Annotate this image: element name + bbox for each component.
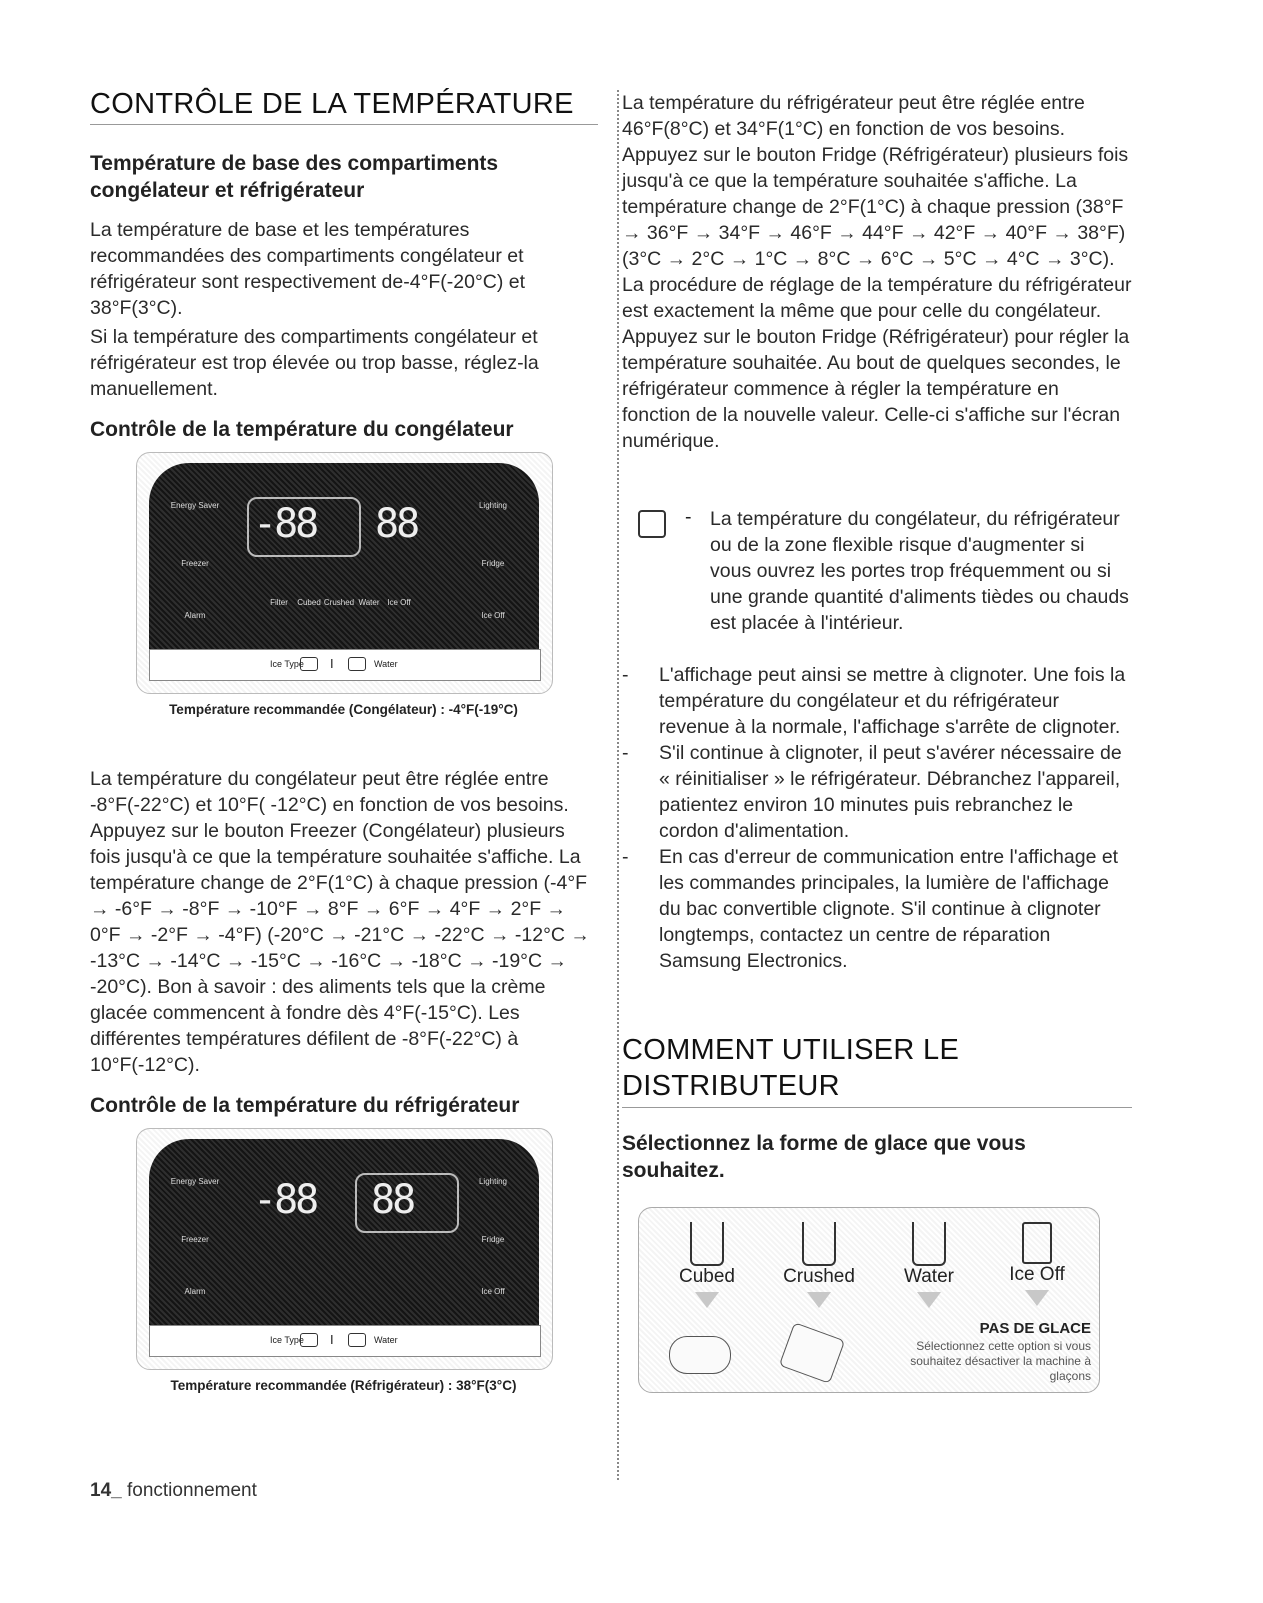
cubed-label: Cubed — [297, 598, 321, 607]
water-bar-label: Water — [374, 1335, 398, 1345]
arrow-down-icon — [1025, 1290, 1049, 1306]
ice-type-bar — [149, 1325, 541, 1357]
freezer-label: Freezer — [181, 1235, 209, 1244]
no-ice-title: PAS DE GLACE — [979, 1320, 1091, 1337]
heading-fridge-control: Contrôle de la température du réfrigérateur — [90, 1094, 520, 1117]
ice-cubes-image — [669, 1336, 731, 1374]
cubed-option-label: Cubed — [679, 1266, 735, 1287]
list-item: - En cas d'erreur de communication entre l'affichage et les commandes principales, la lumière de l'affichage du bac convertible clignote. S'il continue à clignoter longtemps, contactez un centre de réparation Samsung Electronics. — [622, 846, 1119, 972]
page-footer — [90, 1480, 257, 1502]
ice-type-button-icon — [300, 1333, 318, 1347]
freezer-temp-display: -88 — [253, 501, 317, 547]
column-divider — [617, 90, 619, 1480]
crushed-label: Crushed — [323, 598, 355, 607]
ice-off-small-label: Ice Off — [387, 598, 411, 607]
lighting-label: Lighting — [478, 501, 508, 510]
ice-off-option-label: Ice Off — [1009, 1264, 1065, 1285]
paragraph-base-temperature: La température de base et les températures recommandées des compartiments congélateur et réfrigérateur sont respectivement de-4°F(-20°C) et 38°F(3°C). — [90, 219, 526, 319]
arrow-down-icon — [695, 1292, 719, 1308]
freezer-label: Freezer — [181, 559, 209, 568]
ice-off-label: Ice Off — [481, 611, 505, 620]
page-number: 14_ — [90, 1480, 122, 1501]
fridge-label: Fridge — [481, 559, 505, 568]
arrow-down-icon — [917, 1292, 941, 1308]
freezer-temp-display: -88 — [253, 1177, 317, 1223]
note-icon — [638, 510, 666, 538]
no-ice-description: Sélectionnez cette option si vous souhaitez désactiver la machine à glaçons — [910, 1339, 1091, 1383]
paragraph-freezer-control: La température du congélateur peut être réglée entre -8°F(-22°C) et 10°F( -12°C) en fonction de vos besoins. Appuyez sur le bouton Freezer (Congélateur) plusieurs fois jusqu'à ce que la température souhaitée s'affiche. La température change de 2°F(1°C) à chaque pression (-4°F → -6°F → -8°F → -10°F → 8°F → 6°F → 4°F → 2°F → 0°F → -2°F → -4°F) (-20°C → -21°C → -22°C → -12°C → -13°C → -14°C → -15°C → -16°C → -18°C → -19°C → -20°C). Bon à savoir : des aliments tels que la crème glacée commencent à fondre dès 4°F(-15°C). Les différentes températures défilent de -8°F(-22°C) à 10°F(-12°C). — [90, 768, 590, 1076]
list-item: - S'il continue à clignoter, il peut s'avérer nécessaire de « réinitialiser » le réfrigérateur. Débranchez l'appareil, patientez environ 10 minutes puis rebranchez le cordon d'alimentation. — [622, 742, 1122, 842]
list-item: - L'affichage peut ainsi se mettre à clignoter. Une fois la température du congélateur et du réfrigérateur revenue à la normale, l'affichage s'arrête de clignoter. — [622, 664, 1126, 738]
ice-type-label: Ice Type — [270, 659, 304, 669]
note-text: La température du congélateur, du réfrigérateur ou de la zone flexible risque d'augmenter si vous ouvrez les portes trop fréquemment ou si une grande quantité d'aliments tièdes ou chauds est placée à l'intérieur. — [710, 508, 1129, 634]
water-button-icon — [348, 1333, 366, 1347]
lighting-label: Lighting — [478, 1177, 508, 1186]
freezer-panel-illustration — [136, 452, 553, 694]
fridge-temp-display: 88 — [375, 501, 418, 547]
cubed-option — [657, 1222, 757, 1308]
section-title-dispenser-wrap — [622, 1032, 1132, 1108]
filter-label: Filter — [270, 598, 288, 607]
alarm-label: Alarm — [184, 1287, 206, 1296]
ice-type-button-icon — [300, 657, 318, 671]
ice-off-icon — [1022, 1222, 1052, 1264]
crushed-option-label: Crushed — [783, 1266, 855, 1287]
heading-base-temperature: Température de base des compartiments congélateur et réfrigérateur — [90, 152, 499, 202]
fridge-label: Fridge — [481, 1235, 505, 1244]
water-bar-label: Water — [374, 659, 398, 669]
energy-saver-label: Energy Saver — [170, 1177, 220, 1186]
arrow-down-icon — [807, 1292, 831, 1308]
ice-off-label: Ice Off — [481, 1287, 505, 1296]
no-ice-info — [871, 1320, 1091, 1384]
fridge-temp-display: 88 — [371, 1177, 414, 1223]
water-button-icon — [348, 657, 366, 671]
section-title-temperature — [90, 88, 598, 125]
ice-type-separator: I — [330, 1332, 334, 1347]
section-title-dispenser: COMMENT UTILISER LE DISTRIBUTEUR — [622, 1034, 960, 1102]
heading-freezer-control: Contrôle de la température du congélateur — [90, 418, 514, 441]
footer-label: fonctionnement — [126, 1480, 257, 1501]
heading-ice-shape: Sélectionnez la forme de glace que vous souhaitez. — [622, 1132, 1026, 1182]
fridge-caption: Température recommandée (Réfrigérateur) : 38°F(3°C) — [170, 1378, 517, 1393]
crushed-option — [769, 1222, 869, 1308]
cubed-icon — [690, 1222, 724, 1266]
water-icon — [912, 1222, 946, 1266]
energy-saver-label: Energy Saver — [170, 501, 220, 510]
dispenser-illustration — [638, 1207, 1100, 1393]
control-display — [149, 463, 539, 649]
ice-type-label: Ice Type — [270, 1335, 304, 1345]
ice-type-separator: I — [330, 656, 334, 671]
ice-type-bar — [149, 649, 541, 681]
page-title: CONTRÔLE DE LA TEMPÉRATURE — [90, 88, 574, 120]
water-label: Water — [358, 598, 380, 607]
water-option-label: Water — [904, 1266, 954, 1287]
control-display — [149, 1139, 539, 1325]
crushed-ice-image — [779, 1322, 845, 1384]
paragraph-manual-adjust: Si la température des compartiments congélateur et réfrigérateur est trop élevée ou trop basse, réglez-la manuellement. — [90, 326, 539, 400]
water-option — [879, 1222, 979, 1308]
freezer-caption: Température recommandée (Congélateur) : -4°F(-19°C) — [169, 702, 518, 717]
ice-off-option — [987, 1222, 1087, 1306]
crushed-icon — [802, 1222, 836, 1266]
fridge-panel-illustration — [136, 1128, 553, 1370]
paragraph-fridge-control: La température du réfrigérateur peut être réglée entre 46°F(8°C) et 34°F(1°C) en fonction de vos besoins. Appuyez sur le bouton Fridge (Réfrigérateur) plusieurs fois jusqu'à ce que la température souhaitée s'affiche. La température change de 2°F(1°C) à chaque pression (38°F → 36°F → 34°F → 46°F → 44°F → 42°F → 40°F → 38°F) (3°C → 2°C → 1°C → 8°C → 6°C → 5°C → 4°C → 3°C). La procédure de réglage de la température du réfrigérateur est exactement la même que pour celle du congélateur. Appuyez sur le bouton Fridge (Réfrigérateur) pour régler la température souhaitée. Au bout de quelques secondes, le réfrigérateur commence à régler la température en fonction de la nouvelle valeur. Celle-ci s'affiche sur l'écran numérique. — [622, 92, 1132, 452]
bullet-list — [622, 662, 1132, 974]
note-dash: - — [685, 506, 692, 528]
alarm-label: Alarm — [184, 611, 206, 620]
